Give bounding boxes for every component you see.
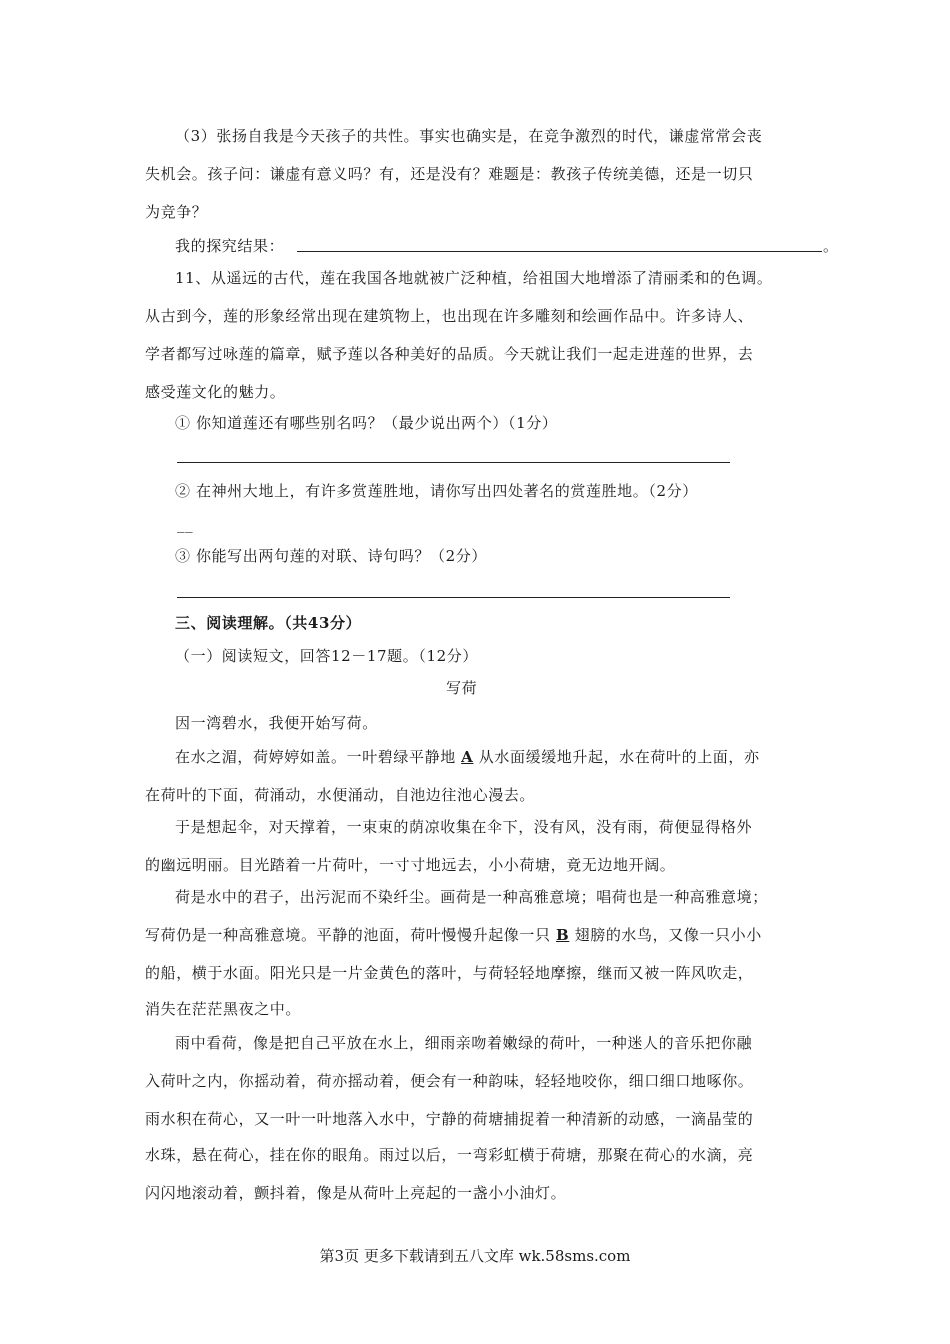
article-paragraph-4-line4: 消失在茫茫黑夜之中。 (145, 1000, 302, 1018)
article-title: 写荷 (446, 679, 478, 697)
article-paragraph-1: 因一湾碧水，我便开始写荷。 (175, 714, 378, 732)
q11-sub3-answer-line[interactable] (177, 597, 730, 598)
q11-sub1-answer-line[interactable] (177, 462, 730, 463)
q10-3-line1: （3）张扬自我是今天孩子的共性。事实也确实是，在竞争激烈的时代，谦虚常常会丧 (175, 127, 763, 145)
result-answer-line[interactable] (297, 251, 822, 252)
article-paragraph-3-line2: 的幽远明丽。目光踏着一片荷叶，一寸寸地远去，小小荷塘，竟无边地开阔。 (145, 856, 676, 874)
article-paragraph-5-line5: 闪闪地滚动着，颤抖着，像是从荷叶上亮起的一盏小小油灯。 (145, 1184, 567, 1202)
result-label: 我的探究结果： (175, 237, 285, 255)
p2-text-post: 从水面缓缓地升起，水在荷叶的上面，亦 (473, 748, 760, 766)
p4-text-pre: 写荷仍是一种高雅意境。平静的池面，荷叶慢慢升起像一只 (145, 926, 556, 944)
page-footer: 第3页 更多下载请到五八文库 wk.58sms.com (319, 1247, 631, 1265)
article-paragraph-2-line1 (175, 746, 760, 768)
section3-part1-instruction: （一）阅读短文，回答12－17题。（12分） (175, 647, 478, 665)
q11-intro-line3: 学者都写过咏莲的篇章，赋予莲以各种美好的品质。今天就让我们一起走进莲的世界，去 (145, 345, 754, 363)
q11-intro-line1: 11、从遥远的古代，莲在我国各地就被广泛种植，给祖国大地增添了清丽柔和的色调。 (175, 269, 773, 287)
q11-intro-line2: 从古到今，莲的形象经常出现在建筑物上，也出现在许多雕刻和绘画作品中。许多诗人、 (145, 307, 754, 325)
article-paragraph-4-line3: 的船，横于水面。阳光只是一片金黄色的落叶，与荷轻轻地摩擦，继而又被一阵风吹走， (145, 964, 754, 982)
blank-b: B (555, 926, 570, 944)
section3-heading: 三、阅读理解。（共43分） (175, 614, 362, 632)
article-paragraph-5-line3: 雨水积在荷心，又一叶一叶地落入水中，宁静的荷塘捕捉着一种清新的动感，一滴晶莹的 (145, 1110, 754, 1128)
article-paragraph-2-line2: 在荷叶的下面，荷涌动，水便涌动，自池边往池心漫去。 (145, 786, 536, 804)
q10-3-line2: 失机会。孩子问：谦虚有意义吗？有，还是没有？难题是：教孩子传统美德，还是一切只 (145, 165, 754, 183)
article-paragraph-5-line4: 水珠，悬在荷心，挂在你的眼角。雨过以后，一弯彩虹横于荷塘，那聚在荷心的水滴，亮 (145, 1146, 754, 1164)
q11-sub3: ③ 你能写出两句莲的对联、诗句吗？（2分） (175, 547, 487, 565)
article-paragraph-3-line1: 于是想起伞，对天撑着，一束束的荫凉收集在伞下，没有风，没有雨，荷便显得格外 (175, 818, 753, 836)
blank-a: A (461, 748, 474, 766)
q11-intro-line4: 感受莲文化的魅力。 (145, 383, 286, 401)
result-end: 。 (823, 237, 839, 255)
q10-3-line3: 为竞争？ (145, 203, 208, 221)
article-paragraph-5-line1: 雨中看荷，像是把自己平放在水上，细雨亲吻着嫩绿的荷叶，一种迷人的音乐把你融 (175, 1034, 753, 1052)
article-paragraph-4-line1: 荷是水中的君子，出污泥而不染纤尘。画荷是一种高雅意境；唱荷也是一种高雅意境； (175, 888, 768, 906)
p2-text-pre: 在水之湄，荷婷婷如盖。一叶碧绿平静地 (175, 748, 462, 766)
q11-sub2-answer-blank[interactable]: __ (177, 515, 194, 533)
q11-sub1: ① 你知道莲还有哪些别名吗？（最少说出两个）（1分） (175, 414, 558, 432)
article-paragraph-5-line2: 入荷叶之内，你摇动着，荷亦摇动着，便会有一种韵味，轻轻地咬你，细口细口地啄你。 (145, 1072, 754, 1090)
q11-sub2: ② 在神州大地上，有许多赏莲胜地，请你写出四处著名的赏莲胜地。（2分） (175, 482, 698, 500)
p4-text-post: 翅膀的水鸟，又像一只小小 (569, 926, 762, 944)
article-paragraph-4-line2 (145, 924, 762, 946)
